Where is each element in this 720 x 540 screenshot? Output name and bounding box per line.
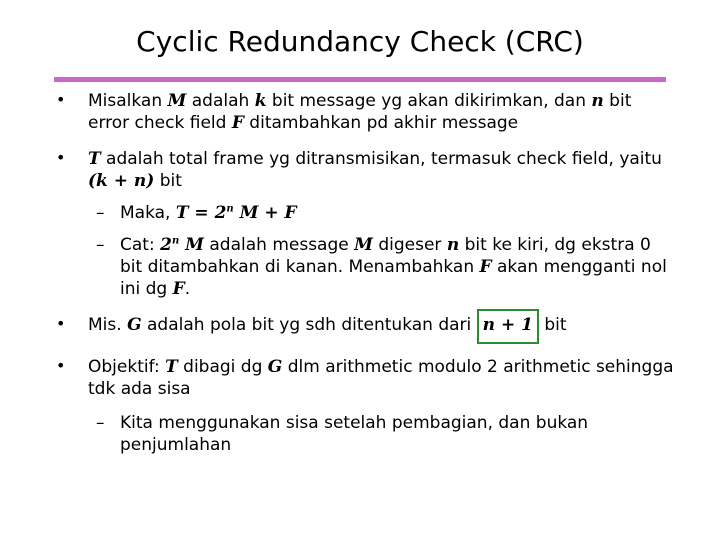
dash-marker: – — [96, 413, 105, 433]
sub-bullet-item — [56, 202, 676, 224]
text: ditambahkan pd akhir message — [243, 113, 519, 133]
var-m: M — [167, 91, 187, 111]
text: bit — [154, 171, 182, 191]
text: adalah total frame yg ditransmisikan, termasuk check field, yaitu — [100, 149, 662, 169]
bullet-item — [56, 356, 676, 400]
slide-body — [56, 90, 676, 466]
text: Mis. — [88, 315, 128, 335]
text: bit ke kiri, dg ekstra 0 bit ditambahkan di kanan. Menambahkan — [120, 235, 651, 277]
var-n: n — [591, 91, 604, 111]
eq-exponent: n — [226, 203, 234, 215]
text: . — [184, 279, 191, 299]
bullet-marker: • — [56, 356, 66, 375]
text: Objektif: — [88, 357, 166, 377]
var-g: G — [127, 315, 142, 335]
eq-exponent: n — [171, 235, 180, 247]
text: bit message yg akan dikirimkan, dan — [266, 91, 592, 111]
var-f: F — [172, 279, 185, 299]
var-k: k — [254, 91, 267, 111]
text: adalah message — [203, 235, 355, 255]
text: adalah pola bit yg sdh ditentukan dari — [141, 315, 477, 335]
eq-part: M + F — [233, 203, 297, 223]
text: dlm arithmetic modulo 2 arithmetic sehingga tdk ada sisa — [88, 357, 674, 399]
eq-part: 2 — [160, 235, 172, 255]
bullet-marker: • — [56, 90, 66, 109]
text: adalah — [186, 91, 255, 111]
text: digeser — [372, 235, 447, 255]
text: Misalkan — [88, 91, 168, 111]
text: akan mengganti nol ini dg — [120, 257, 667, 299]
var-t: T — [88, 149, 101, 169]
var-m: M — [354, 235, 373, 255]
eq-part: M — [179, 235, 204, 255]
text: dibagi dg — [177, 357, 268, 377]
var-g: G — [267, 357, 283, 377]
var-f: F — [231, 113, 244, 133]
bullet-item — [56, 90, 676, 134]
equation — [176, 203, 297, 223]
expr-2n-m — [160, 235, 204, 255]
text: Maka, — [120, 203, 176, 223]
text: bit error check field — [88, 91, 632, 133]
highlight-box-n-plus-1: n + 1 — [477, 309, 539, 344]
text: bit — [538, 315, 567, 335]
title-divider — [54, 77, 666, 82]
bullet-marker: • — [56, 148, 66, 167]
text: Cat: — [120, 235, 161, 255]
bullet-marker: • — [56, 314, 66, 333]
dash-marker: – — [96, 235, 105, 255]
var-n: n — [446, 235, 460, 255]
expr-k-plus-n: (k + n) — [88, 171, 155, 191]
dash-marker: – — [96, 203, 105, 223]
slide-title: Cyclic Redundancy Check (CRC) — [136, 25, 584, 58]
var-t: T — [165, 357, 178, 377]
sub-bullet-item — [56, 412, 676, 456]
text: Kita menggunakan sisa setelah pembagian, dan bukan penjumlahan — [120, 413, 589, 455]
bullet-item — [56, 148, 676, 192]
eq-part: T = 2 — [175, 203, 227, 223]
sub-bullet-item — [56, 234, 676, 300]
bullet-item — [56, 314, 676, 338]
var-f: F — [479, 257, 492, 277]
